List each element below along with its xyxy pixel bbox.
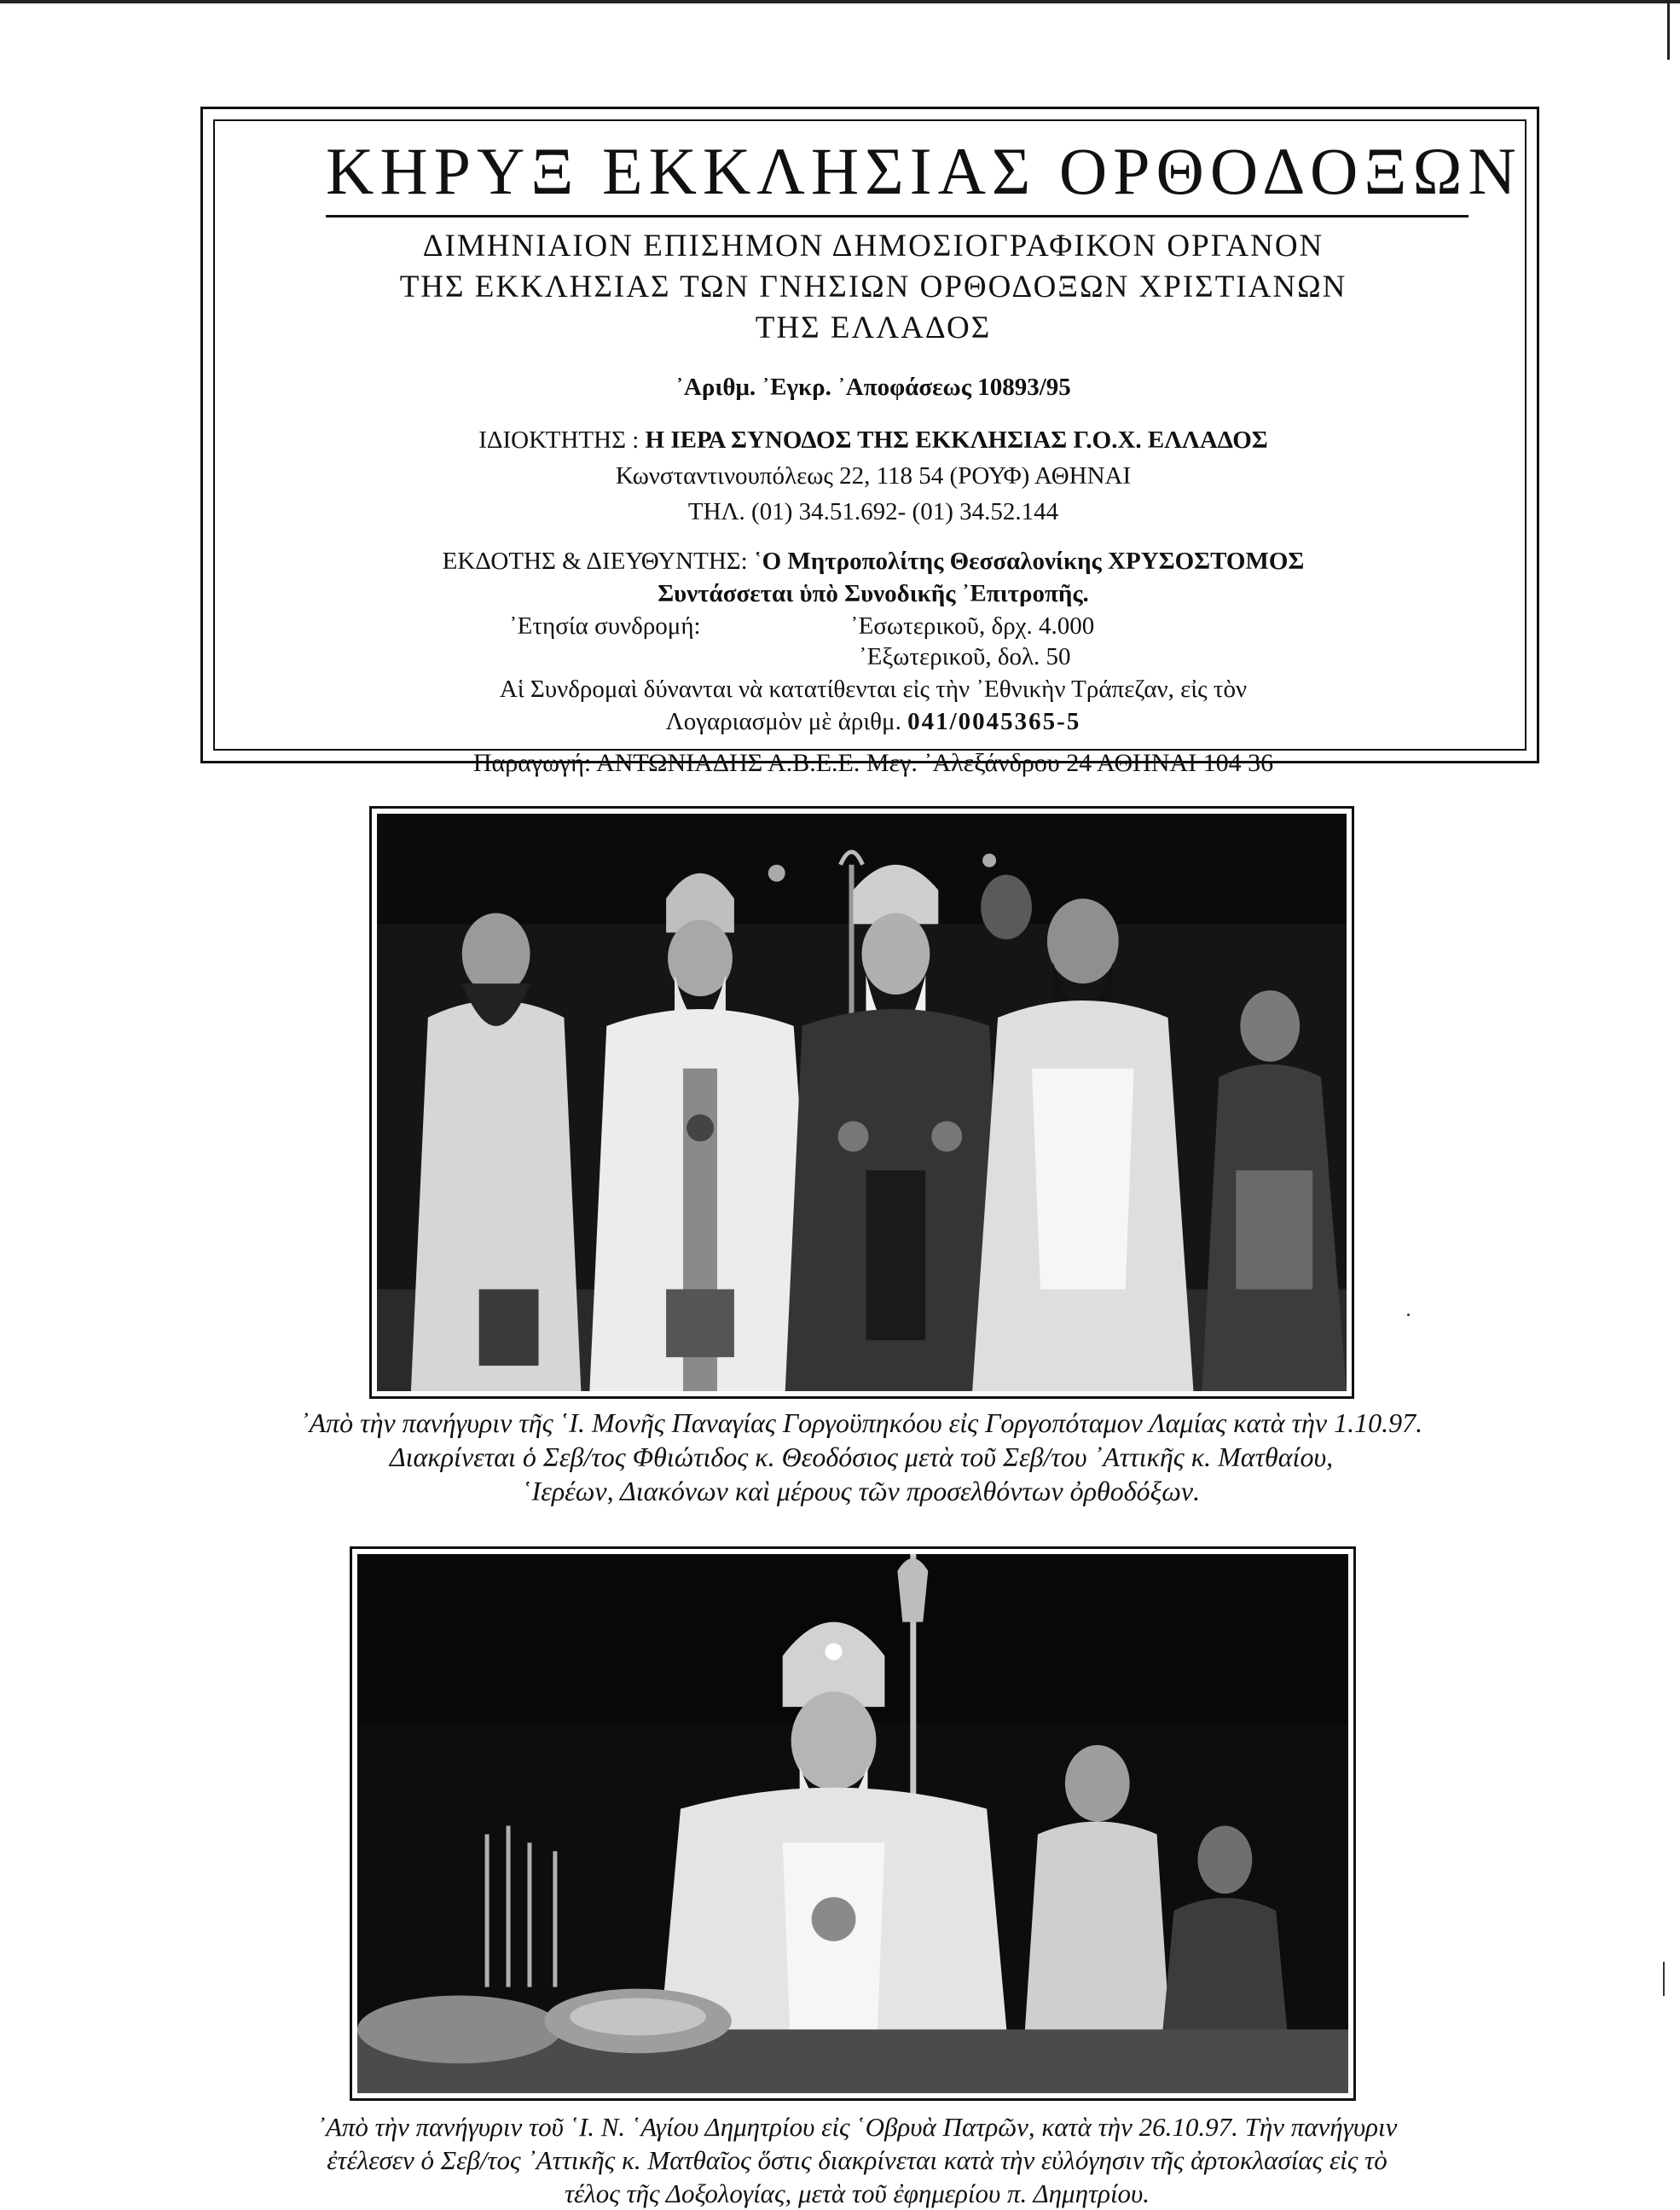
top-scan-edge (0, 0, 1680, 3)
masthead-box (200, 107, 1539, 763)
caption-2-line-1: ᾿Απὸ τὴν πανήγυριν τοῦ ῾Ι. Ν. ῾Αγίου Δημητρίου εἰς ῾Οβρυὰ Πατρῶν, κατὰ τὴν 26.10.97. Τὴν πανήγυριν (192, 2111, 1522, 2144)
caption-1-line-2: Διακρίνεται ὁ Σεβ/τος Φθιώτιδος κ. Θεοδόσιος μετὰ τοῦ Σεβ/του ᾿Αττικῆς κ. Ματθαίου, (188, 1440, 1535, 1474)
photo-1 (369, 806, 1354, 1399)
masthead-inner-border (213, 119, 1526, 751)
publisher-line (215, 549, 1532, 574)
deposit-line-2 (215, 710, 1532, 734)
production-line: Παραγωγή: ΑΝΤΩΝΙΑΔΗΣ Α.Β.Ε.Ε. Μεγ. ᾿Αλεξάνδρου 24 ΑΘΗΝΑΙ 104 36 (215, 751, 1532, 776)
owner-value: Η ΙΕΡΑ ΣΥΝΟΔΟΣ ΤΗΣ ΕΚΚΛΗΣΙΑΣ Γ.Ο.Χ. ΕΛΛΑΔΟΣ (646, 426, 1268, 454)
photo-1-image-clergy-group (377, 814, 1347, 1391)
subtitle-line-3: ΤΗΣ ΕΛΛΑΔΟΣ (215, 312, 1532, 344)
publisher-label: ΕΚΔΟΤΗΣ & ΔΙΕΥΘΥΝΤΗΣ: (443, 548, 748, 575)
caption-2-line-2: ἐτέλεσεν ὁ Σεβ/τος ᾿Αττικῆς κ. Ματθαῖος ὅστις διακρίνεται κατὰ τὴν εὐλόγησιν τῆς ἀρτοκλασίας εἰς τὸ (192, 2144, 1522, 2178)
newspaper-title: ΚΗΡΥΞ ΕΚΚΛΗΣΙΑΣ ΟΡΘΟΔΟΞΩΝ (326, 138, 1469, 205)
publisher-value: ῾Ο Μητροπολίτης Θεσσαλονίκης ΧΡΥΣΟΣΤΟΜΟΣ (754, 548, 1304, 575)
owner-line (215, 428, 1532, 453)
subscription-abroad: ᾿Εξωτερικοῦ, δολ. 50 (859, 645, 1071, 670)
address: Κωνσταντινουπόλεως 22, 118 54 (ΡΟΥΦ) ΑΘΗΝΑΙ (215, 464, 1532, 489)
owner-label: ΙΔΙΟΚΤΗΤΗΣ : (478, 426, 639, 454)
registration-number: ᾿Αριθμ. ᾿Εγκρ. ᾿Αποφάσεως 10893/95 (215, 375, 1532, 400)
photo-2-image-bishop-blessing (357, 1554, 1348, 2093)
account-number: 041/0045365-5 (907, 708, 1080, 735)
caption-1-line-1: ᾿Απὸ τὴν πανήγυριν τῆς ῾Ι. Μονῆς Παναγίας Γοργοϋπηκόου εἰς Γοργοπόταμον Λαμίας κατὰ τὴν 1.10.97. (188, 1406, 1535, 1440)
subscription-domestic: ᾿Εσωτερικοῦ, δρχ. 4.000 (850, 614, 1094, 639)
scan-speck (1663, 1962, 1665, 1996)
title-underline (326, 215, 1469, 218)
subtitle-line-1: ΔΙΜΗΝΙΑΙΟΝ ΕΠΙΣΗΜΟΝ ΔΗΜΟΣΙΟΓΡΑΦΙΚΟΝ ΟΡΓΑΝΟΝ (215, 230, 1532, 262)
phone: ΤΗΛ. (01) 34.51.692- (01) 34.52.144 (215, 500, 1532, 525)
scan-speck (1407, 1314, 1410, 1316)
photo-1-caption (188, 1406, 1535, 1508)
subscription-label: ᾿Ετησία συνδρομή: (509, 614, 701, 639)
right-scan-edge (1667, 0, 1670, 60)
deposit-line-1: Αἱ Συνδρομαὶ δύνανται νὰ κατατίθενται εἰς τὴν ᾿Εθνικὴν Τράπεζαν, εἰς τὸν (215, 677, 1532, 702)
photo-2 (350, 1546, 1356, 2101)
caption-2-line-3: τέλος τῆς Δοξολογίας, μετὰ τοῦ ἐφημερίου π. Δημητρίου. (192, 2178, 1522, 2210)
compiled-by: Συντάσσεται ὑπὸ Συνοδικῆς ᾿Επιτροπῆς. (215, 582, 1532, 606)
caption-1-line-3: ῾Ιερέων, Διακόνων καὶ μέρους τῶν προσελθόντων ὀρθοδόξων. (188, 1474, 1535, 1508)
deposit-prefix: Λογαριασμὸν μὲ ἀριθμ. (666, 708, 901, 735)
subtitle-line-2: ΤΗΣ ΕΚΚΛΗΣΙΑΣ ΤΩΝ ΓΝΗΣΙΩΝ ΟΡΘΟΔΟΞΩΝ ΧΡΙΣΤΙΑΝΩΝ (215, 271, 1532, 303)
photo-2-caption (192, 2111, 1522, 2210)
